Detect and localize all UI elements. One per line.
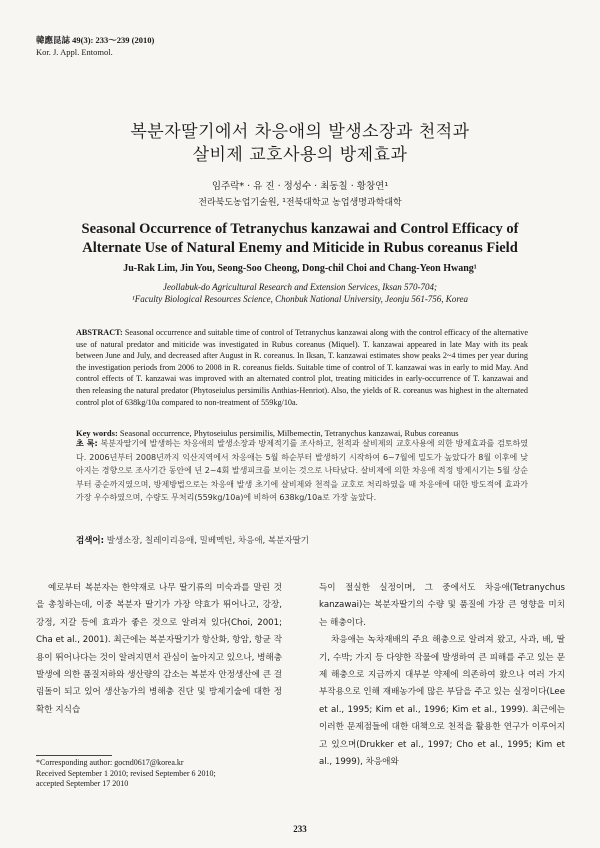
korean-abstract-text: 복분자딸기에 발생하는 차응애의 발생소장과 방제적기를 조사하고, 천적과 살비제의 교호사용에 의한 방제효과를 검토하였다. 2006년부터 2008년까지 익산지역에서 차응애는 5월 하순부터 발생하기 시작하여 6~7월에 밀도가 높았다가 8월 이후에 낮아지는 경향으로 조사기간 동안에 년 2~4회 발생피크를 보이는 것으로 나타났다. 살비제에 의한 차응애 적정 방제시기는 5월 상순부터 중순까지였으며, 방제방법으로는 차응애 발생 초기에 살비제와 천적을 교호로 처리하였을 때 차응애에 대한 방도적에 효과가 가장 우수하였으며, 수량도 무처리(559kg/10a)에 비하여 638kg/10a로 가장 높았다.	[76, 439, 528, 502]
english-affiliation-line1: Jeollabuk-do Agricultural Research and Extension Services, Iksan 570-704;	[163, 282, 437, 292]
korean-abstract-label: 초 록:	[76, 439, 98, 448]
korean-keywords-text: 발생소장, 칠레이리응애, 밀베멕틴, 차응애, 복분자딸기	[106, 536, 310, 546]
korean-title	[0, 121, 600, 167]
korean-abstract	[76, 437, 528, 505]
body-column-left	[36, 580, 282, 719]
abstract-text: Seasonal occurrence and suitable time of control of Tetranychus kanzawai along with the control efficacy of the alternative use of natural predator and miticide was investigated in Rubus coreanus (Miquel). T. kanzawai appeared in late May with its peak between June and July, and decreased after August in R. coreanus. In Iksan, T. kanzawai estimates show peaks 2~4 times per year during the investigation periods from 2006 to 2008 in R. coreanus fields. Suitable time of control of T. kanzawai was in early to mid May. And control effects of T. kanzawai was improved with an alternated control plot, treating miticides in early-occurrence of T. kanzawai and then releasing the natural predator (Phytoseiulus persimilis Anthias-Henriot). Also, the yields of R. coreanus was highest in the alternated control plot of 638kg/10a compared to non-treatment of 559kg/10a.	[76, 328, 529, 407]
english-affiliation-line2: ¹Faculty Biological Resources Science, Chonbuk National University, Jeonju 561-756, Korea	[132, 294, 468, 304]
journal-citation	[36, 34, 154, 58]
english-authors: Ju-Rak Lim, Jin You, Seong-Soo Cheong, Dong-chil Choi and Chang-Yeon Hwang¹	[123, 263, 477, 274]
korean-affiliation: 전라북도농업기술원, ¹전북대학교 농업생명과학대학	[198, 198, 402, 208]
keywords-label: Key words:	[76, 428, 118, 438]
body-paragraph: 차응애는 녹차재배의 주요 해충으로 알려져 왔고, 사과, 배, 딸기, 수박; 가지 등 다양한 작물에 발생하여 큰 피해를 주고 있는 문제 해충으로 지금까지 대부분 약제에 의존하여 왔으나 여러 가지 부작용으로 인해 재배농가에 많은 부담을 주고 있는 실정이다(Lee et al., 1995; Kim et al., 1996; Kim et al., 1999). 최근에는 이러한 문제점들에 대한 대책으로 천적을 활용한 연구가 이루어지고 있으며(Drukker et al., 1997; Cho et al., 1995; Kim et al., 1999), 차응애와	[319, 635, 565, 768]
body-column-right	[319, 580, 565, 771]
journal-citation-english: Kor. J. Appl. Entomol.	[36, 47, 113, 57]
english-abstract	[76, 327, 528, 408]
page-number: 233	[293, 824, 307, 834]
footnote-divider	[36, 755, 112, 756]
english-affiliation	[30, 281, 570, 305]
korean-keywords	[76, 534, 528, 546]
body-paragraph: 득이 절실한 실정이며, 그 중에서도 차응애(Tetranychus kanzawai)는 복분자딸기의 수량 및 품질에 가장 큰 영향을 미치는 해충이다.	[319, 583, 565, 628]
english-title-line1: Seasonal Occurrence of Tetranychus kanzawai and Control Efficacy of	[81, 221, 519, 237]
english-title	[30, 220, 570, 258]
footnote	[36, 758, 282, 790]
body-paragraph: 예로부터 복분자는 한약재로 나무 딸기류의 미숙과를 말린 것을 총칭하는데, 이중 복분자 딸기가 가장 약효가 뛰어나고, 강장, 강정, 지갈 등에 효과가 좋은 것으로 알려져 있다(Choi, 2001; Cha et al., 2001). 최근에는 복분자딸기가 항산화, 항암, 항균 작용이 뛰어나다는 것이 알려지면서 관심이 높아지고 있으나, 병해충 발생에 의한 품질저하와 생산량의 감소는 복분자 안정생산에 큰 걸림돌이 되고 있어 생산농가의 병해충 진단 및 방제기술에 대한 정확한 지식습	[36, 583, 282, 715]
korean-title-line2: 살비제 교호사용의 방제효과	[192, 145, 408, 165]
journal-citation-korean: 韓應昆誌 49(3): 233～239 (2010)	[36, 35, 155, 45]
accepted-date: accepted September 17 2010	[36, 779, 129, 788]
english-title-line2: Alternate Use of Natural Enemy and Miticide in Rubus coreanus Field	[82, 240, 518, 256]
korean-title-line1: 복분자딸기에서 차응애의 발생소장과 천적과	[130, 122, 470, 142]
corresponding-author: *Corresponding author: gocnd0617@korea.kr	[36, 758, 184, 767]
korean-authors: 임주락* · 유 진 · 정성수 · 최동칠 · 황창연¹	[211, 181, 389, 192]
abstract-label: ABSTRACT:	[76, 328, 123, 337]
korean-keywords-label: 검색어:	[76, 536, 105, 546]
received-date: Received September 1 2010; revised September 6 2010;	[36, 768, 216, 778]
keywords-text: Seasonal occurrence, Phytoseiulus persimilis, Milbemectin, Tetranychus kanzawai, Rubus coreanus	[119, 428, 459, 438]
